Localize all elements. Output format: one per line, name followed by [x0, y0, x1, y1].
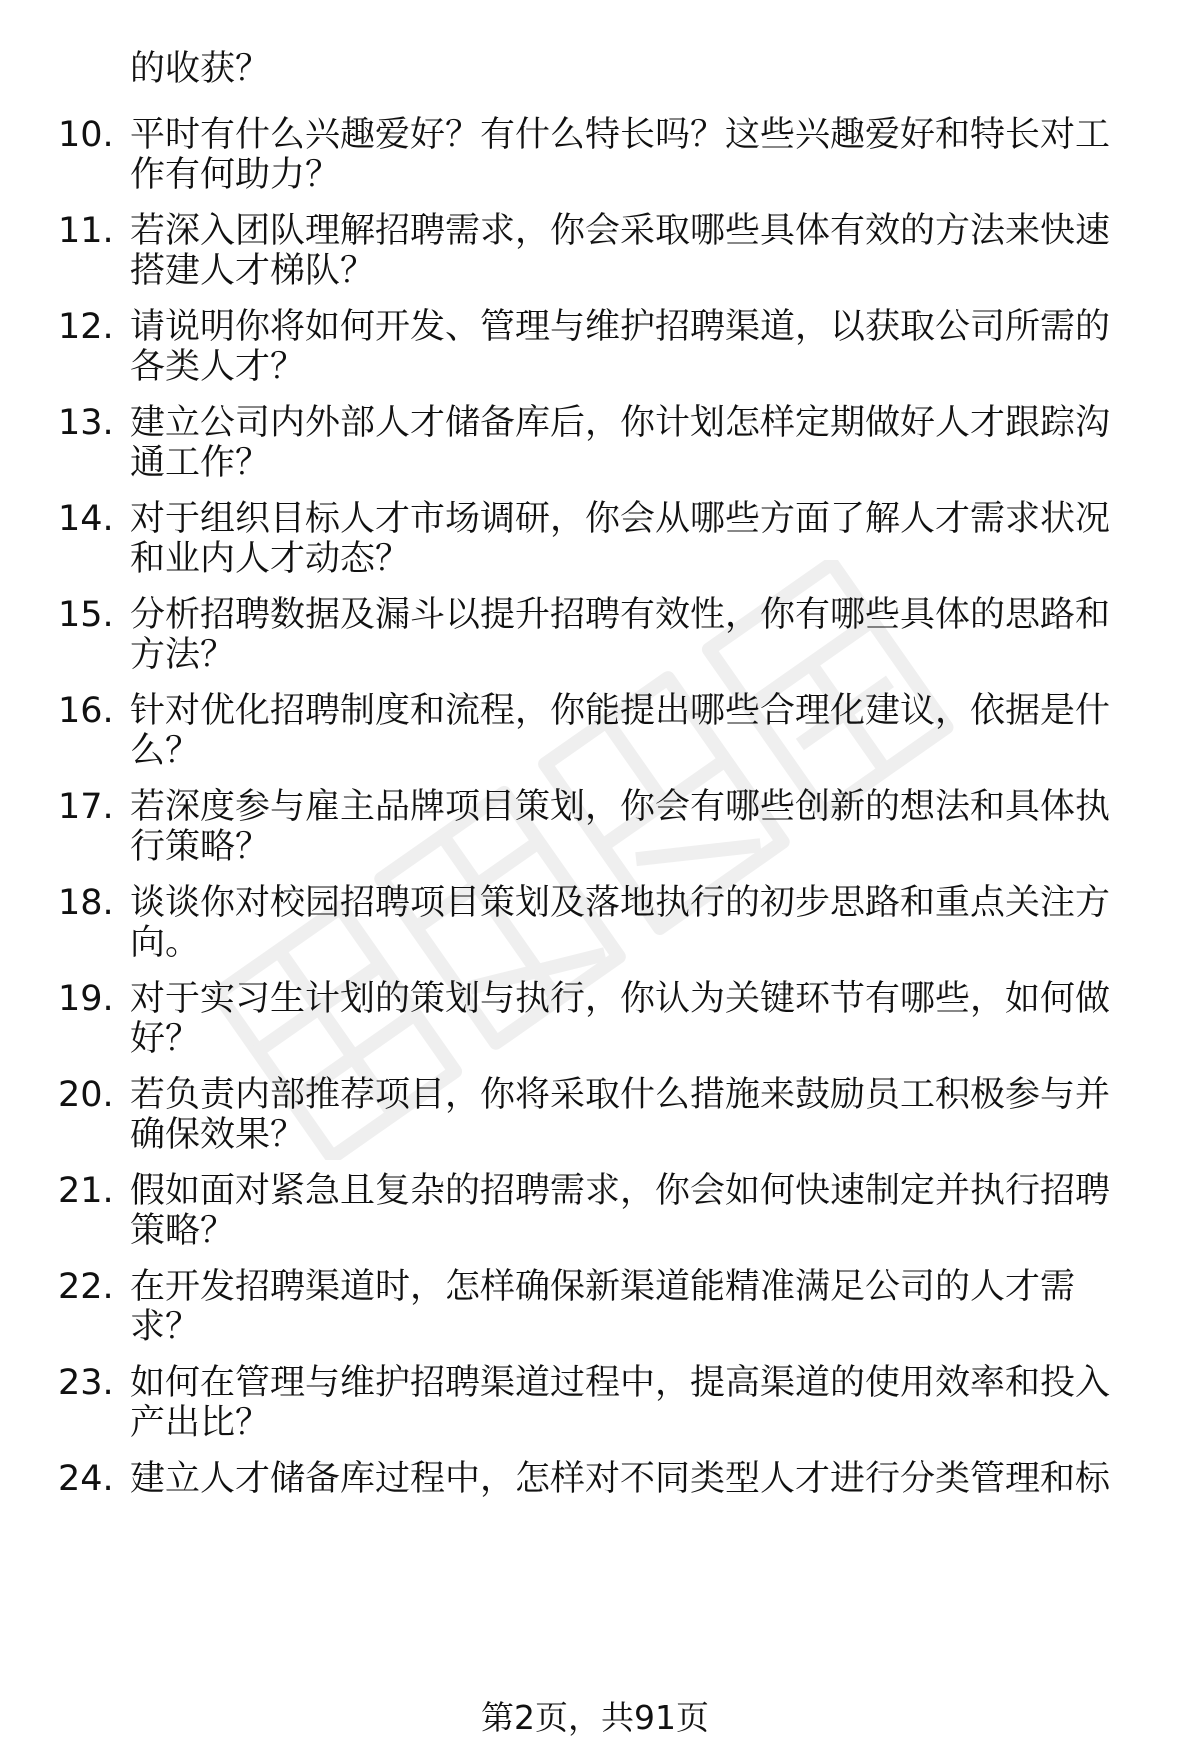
- continuation-text: 的收获？: [130, 49, 271, 89]
- question-text-line: 策略？: [130, 1211, 236, 1251]
- question-text-line: 建立人才储备库过程中，怎样对不同类型人才进行分类管理和标: [130, 1459, 1111, 1499]
- question-text-line: 好？: [130, 1019, 201, 1059]
- page-footer: 第2页，共91页: [481, 1698, 709, 1737]
- question-text-line: 如何在管理与维护招聘渠道过程中，提高渠道的使用效率和投入: [130, 1363, 1111, 1403]
- question-text-line: 行策略？: [130, 827, 271, 867]
- question-number: 12.: [58, 307, 114, 347]
- question-text-line: 求？: [130, 1307, 201, 1347]
- question-text-line: 么？: [130, 731, 201, 771]
- question-text-line: 向。: [130, 923, 201, 963]
- question-text-line: 分析招聘数据及漏斗以提升招聘有效性，你有哪些具体的思路和: [130, 595, 1111, 635]
- question-text-line: 若深度参与雇主品牌项目策划，你会有哪些创新的想法和具体执: [130, 787, 1111, 827]
- watermark: [150, 560, 1050, 1160]
- question-number: 19.: [58, 979, 114, 1019]
- question-text-line: 建立公司内外部人才储备库后，你计划怎样定期做好人才跟踪沟: [130, 403, 1111, 443]
- question-number: 24.: [58, 1459, 114, 1499]
- question-text-line: 若负责内部推荐项目，你将采取什么措施来鼓励员工积极参与并: [130, 1075, 1111, 1115]
- question-text-line: 对于组织目标人才市场调研，你会从哪些方面了解人才需求状况: [130, 499, 1111, 539]
- question-text-line: 谈谈你对校园招聘项目策划及落地执行的初步思路和重点关注方: [130, 883, 1111, 923]
- question-number: 20.: [58, 1075, 114, 1115]
- question-number: 21.: [58, 1171, 114, 1211]
- question-text-line: 针对优化招聘制度和流程，你能提出哪些合理化建议，依据是什: [130, 691, 1111, 731]
- question-text-line: 对于实习生计划的策划与执行，你认为关键环节有哪些，如何做: [130, 979, 1111, 1019]
- question-text-line: 若深入团队理解招聘需求，你会采取哪些具体有效的方法来快速: [130, 211, 1111, 251]
- question-number: 15.: [58, 595, 114, 635]
- question-text-line: 作有何助力？: [130, 155, 341, 195]
- question-text-line: 产出比？: [130, 1403, 271, 1443]
- question-text-line: 确保效果？: [130, 1115, 306, 1155]
- question-number: 18.: [58, 883, 114, 923]
- question-number: 22.: [58, 1267, 114, 1307]
- question-number: 11.: [58, 211, 114, 251]
- question-number: 14.: [58, 499, 114, 539]
- question-text-line: 平时有什么兴趣爱好？有什么特长吗？这些兴趣爱好和特长对工: [130, 115, 1111, 155]
- question-number: 13.: [58, 403, 114, 443]
- question-text-line: 方法？: [130, 635, 236, 675]
- question-text-line: 各类人才？: [130, 347, 306, 387]
- question-number: 16.: [58, 691, 114, 731]
- question-number: 17.: [58, 787, 114, 827]
- question-text-line: 在开发招聘渠道时，怎样确保新渠道能精准满足公司的人才需: [130, 1267, 1076, 1307]
- question-text-line: 和业内人才动态？: [130, 539, 411, 579]
- question-text-line: 通工作？: [130, 443, 271, 483]
- question-number: 10.: [58, 115, 114, 155]
- question-text-line: 搭建人才梯队？: [130, 251, 376, 291]
- question-text-line: 请说明你将如何开发、管理与维护招聘渠道，以获取公司所需的: [130, 307, 1111, 347]
- question-number: 23.: [58, 1363, 114, 1403]
- question-text-line: 假如面对紧急且复杂的招聘需求，你会如何快速制定并执行招聘: [130, 1171, 1111, 1211]
